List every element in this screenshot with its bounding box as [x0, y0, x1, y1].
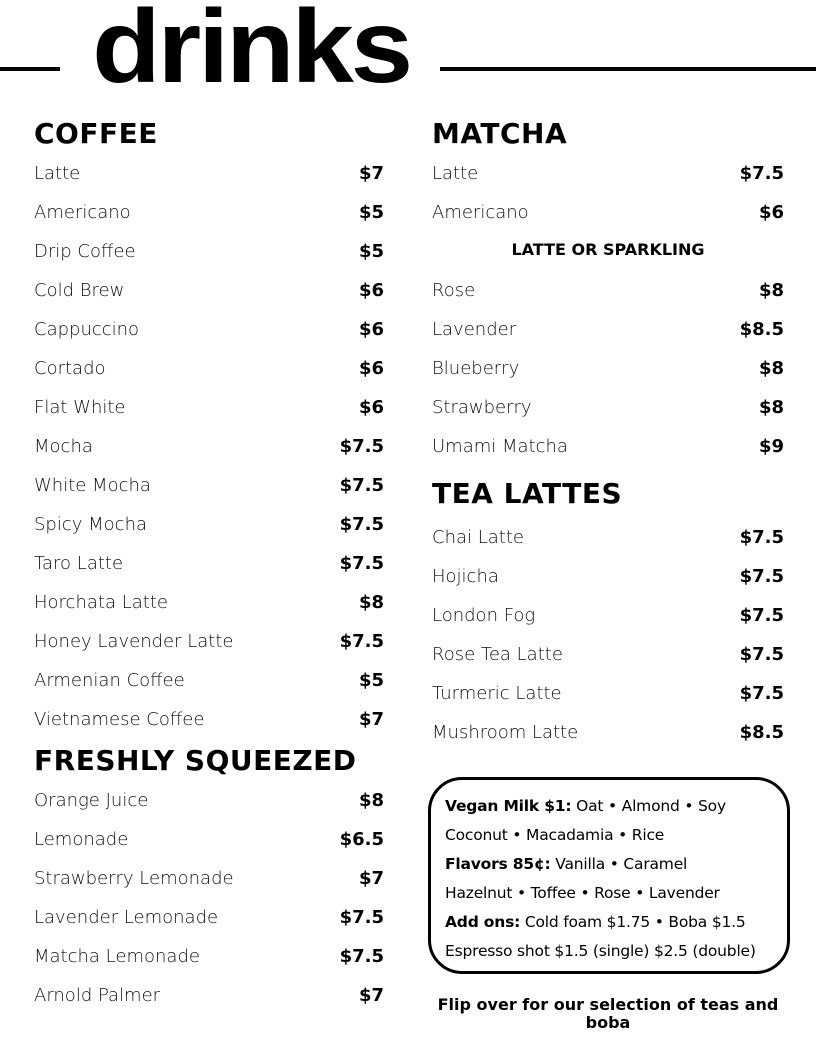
- item-price: $7.5: [339, 475, 384, 496]
- menu-item: [34, 859, 384, 898]
- menu-item: [432, 310, 784, 349]
- menu-item: [34, 820, 384, 859]
- item-name: Matcha Lemonade: [34, 946, 200, 967]
- extras-text: Vanilla • Caramel: [550, 855, 688, 873]
- item-price: $7: [358, 985, 384, 1006]
- item-name: Blueberry: [432, 358, 520, 379]
- item-name: Taro Latte: [34, 553, 124, 574]
- item-price: $6: [758, 202, 784, 223]
- left-column: [34, 114, 384, 1015]
- menu-item: [432, 596, 784, 635]
- menu-item: [34, 622, 384, 661]
- extras-line-vegan-milk: [445, 792, 787, 821]
- menu-item: [34, 544, 384, 583]
- section-title: COFFEE: [34, 117, 158, 150]
- item-price: $6: [358, 319, 384, 340]
- item-name: Armenian Coffee: [34, 670, 185, 691]
- header-rule-right: [440, 67, 816, 71]
- menu-item: [432, 349, 784, 388]
- item-price: $7.5: [339, 514, 384, 535]
- item-price: $7.5: [339, 553, 384, 574]
- item-price: $6.5: [339, 829, 384, 850]
- extras-line-flavors: [445, 850, 787, 879]
- item-list: [34, 154, 384, 739]
- item-name: Drip Coffee: [34, 241, 136, 262]
- item-name: Lavender Lemonade: [34, 907, 219, 928]
- menu-item: [34, 781, 384, 820]
- menu-header: [0, 0, 816, 110]
- menu-item: [432, 154, 784, 193]
- item-price: $7.5: [739, 163, 784, 184]
- section-title: FRESHLY SQUEEZED: [34, 744, 357, 777]
- menu-item: [432, 193, 784, 232]
- section-tea-lattes: [432, 474, 784, 752]
- item-name: Horchata Latte: [34, 592, 168, 613]
- menu-item: [34, 505, 384, 544]
- item-name: London Fog: [432, 605, 536, 626]
- menu-item: [432, 557, 784, 596]
- item-name: Arnold Palmer: [34, 985, 161, 1006]
- item-name: White Mocha: [34, 475, 151, 496]
- item-name: Cold Brew: [34, 280, 125, 301]
- item-price: $7.5: [739, 644, 784, 665]
- matcha-subheading: LATTE OR SPARKLING: [511, 240, 705, 259]
- item-list: [432, 271, 784, 466]
- section-matcha: [432, 114, 784, 466]
- menu-item: [432, 713, 784, 752]
- item-price: $6: [358, 280, 384, 301]
- item-name: Cappuccino: [34, 319, 140, 340]
- item-price: $7.5: [339, 946, 384, 967]
- item-price: $7.5: [739, 605, 784, 626]
- item-price: $8.5: [739, 319, 784, 340]
- menu-item: [34, 232, 384, 271]
- item-list: [432, 518, 784, 752]
- menu-item: [34, 310, 384, 349]
- menu-item: [432, 388, 784, 427]
- menu-item: [432, 271, 784, 310]
- flip-over-note: Flip over for our selection of teas and boba: [437, 995, 779, 1032]
- item-price: $7.5: [339, 436, 384, 457]
- item-price: $6: [358, 358, 384, 379]
- item-price: $5: [358, 241, 384, 262]
- menu-item: [34, 427, 384, 466]
- item-price: $6: [358, 397, 384, 418]
- extras-label: Add ons:: [445, 913, 521, 931]
- extras-line-add-ons: [445, 908, 787, 937]
- menu-item: [34, 937, 384, 976]
- item-name: Flat White: [34, 397, 126, 418]
- item-name: Latte: [34, 163, 81, 184]
- extras-line: [445, 879, 787, 908]
- item-name: Mushroom Latte: [432, 722, 579, 743]
- item-name: Vietnamese Coffee: [34, 709, 205, 730]
- item-list: [432, 154, 784, 232]
- item-name: Hojicha: [432, 566, 499, 587]
- menu-item: [34, 349, 384, 388]
- item-name: Honey Lavender Latte: [34, 631, 234, 652]
- item-name: Umami Matcha: [432, 436, 568, 457]
- item-name: Rose: [432, 280, 476, 301]
- item-price: $8: [358, 790, 384, 811]
- item-list: [34, 781, 384, 1015]
- item-price: $9: [758, 436, 784, 457]
- extras-text: Cold foam $1.75 • Boba $1.5: [520, 913, 746, 931]
- item-name: Americano: [432, 202, 529, 223]
- menu-item: [432, 635, 784, 674]
- item-price: $7.5: [739, 566, 784, 587]
- extras-label: Vegan Milk $1:: [445, 797, 572, 815]
- item-name: Chai Latte: [432, 527, 524, 548]
- item-price: $7.5: [339, 631, 384, 652]
- menu-item: [432, 518, 784, 557]
- item-name: Orange Juice: [34, 790, 149, 811]
- item-price: $7: [358, 163, 384, 184]
- item-name: Cortado: [34, 358, 106, 379]
- menu-item: [34, 700, 384, 739]
- item-price: $8.5: [739, 722, 784, 743]
- menu-item: [34, 976, 384, 1015]
- section-title: TEA LATTES: [432, 477, 623, 510]
- menu-item: [34, 193, 384, 232]
- item-price: $8: [758, 397, 784, 418]
- page-title: drinks: [92, 0, 410, 105]
- item-price: $7.5: [739, 683, 784, 704]
- item-price: $7: [358, 709, 384, 730]
- menu-item: [34, 661, 384, 700]
- item-price: $8: [758, 280, 784, 301]
- extras-line: [445, 937, 787, 966]
- item-name: Strawberry Lemonade: [34, 868, 234, 889]
- section-coffee: [34, 114, 384, 739]
- item-price: $7.5: [739, 527, 784, 548]
- item-name: Lemonade: [34, 829, 129, 850]
- item-name: Americano: [34, 202, 131, 223]
- right-column: [432, 114, 784, 752]
- item-name: Turmeric Latte: [432, 683, 562, 704]
- item-name: Mocha: [34, 436, 93, 457]
- item-price: $5: [358, 670, 384, 691]
- menu-item: [34, 271, 384, 310]
- item-price: $8: [358, 592, 384, 613]
- item-name: Latte: [432, 163, 479, 184]
- section-title: MATCHA: [432, 117, 568, 150]
- item-name: Spicy Mocha: [34, 514, 148, 535]
- menu-item: [432, 674, 784, 713]
- menu-item: [34, 583, 384, 622]
- extras-line: [445, 821, 787, 850]
- menu-item: [34, 898, 384, 937]
- menu-item: [34, 154, 384, 193]
- item-price: $7: [358, 868, 384, 889]
- extras-info-box: [428, 777, 790, 974]
- item-name: Lavender: [432, 319, 517, 340]
- item-price: $5: [358, 202, 384, 223]
- item-price: $8: [758, 358, 784, 379]
- extras-label: Flavors 85¢:: [445, 855, 551, 873]
- item-name: Strawberry: [432, 397, 532, 418]
- section-freshly-squeezed: [34, 741, 384, 1015]
- menu-item: [432, 427, 784, 466]
- menu-item: [34, 388, 384, 427]
- extras-text: Hazelnut • Toffee • Rose • Lavender: [445, 884, 720, 902]
- item-price: $7.5: [339, 907, 384, 928]
- extras-text: Coconut • Macadamia • Rice: [445, 826, 665, 844]
- item-name: Rose Tea Latte: [432, 644, 563, 665]
- extras-text: Oat • Almond • Soy: [571, 797, 726, 815]
- extras-text: Espresso shot $1.5 (single) $2.5 (double): [445, 942, 756, 960]
- menu-item: [34, 466, 384, 505]
